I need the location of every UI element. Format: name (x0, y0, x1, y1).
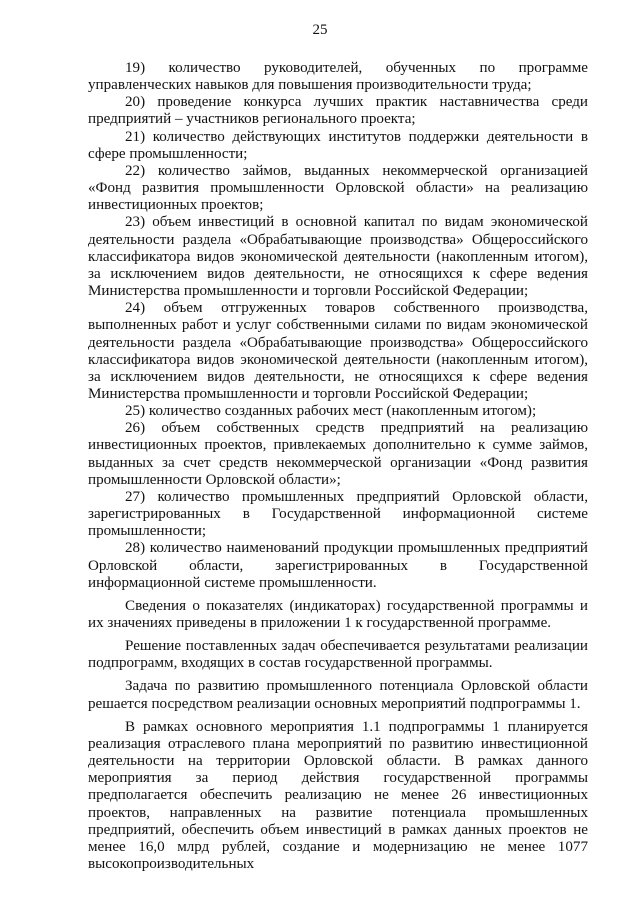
paragraph-item-27: 27) количество промышленных предприятий Орловской области, зарегистрированных в Государственной информационной системе промышленности; (88, 488, 588, 540)
document-body (88, 60, 588, 873)
paragraph-item-28: 28) количество наименований продукции промышленных предприятий Орловской области, зарегистрированных в Государственной информационной системе промышленности. (88, 540, 588, 591)
paragraph-item-21: 21) количество действующих институтов поддержки деятельности в сфере промышленности; (88, 128, 588, 162)
paragraph-industrial-potential: Задача по развитию промышленного потенциала Орловской области решается посредством реализации основных мероприятий подпрограммы 1. (88, 678, 588, 712)
paragraph-item-22: 22) количество займов, выданных некоммерческой организацией «Фонд развития промышленности Орловской области» на реализацию инвестиционных проектов; (88, 162, 588, 214)
paragraph-item-23: 23) объем инвестиций в основной капитал по видам экономической деятельности раздела «Обрабатывающие производства» Общероссийского классификатора видов экономической деятельности (накопленным итогом), за исключением видов деятельности, не относящихся к сфере ведения Министерства промышленности и торговли Российской Федерации; (88, 214, 588, 300)
paragraph-main-measure-1-1: В рамках основного мероприятия 1.1 подпрограммы 1 планируется реализация отраслевого плана мероприятий по развитию инвестиционной деятельности на территории Орловской области. В рамках данного мероприятия за период действия государственной программы предполагается обеспечить реализацию не менее 26 инвестиционных проектов, направленных на развитие потенциала промышленных предприятий, обеспечить объем инвестиций в рамках данных проектов не менее 16,0 млрд рублей, создание и модернизацию не менее 1077 высокопроизводительных (88, 718, 588, 873)
paragraph-item-20: 20) проведение конкурса лучших практик наставничества среди предприятий – участников регионального проекта; (88, 94, 588, 128)
paragraph-tasks-solution: Решение поставленных задач обеспечивается результатами реализации подпрограмм, входящих в состав государственной программы. (88, 638, 588, 672)
page-number: 25 (312, 22, 328, 38)
paragraph-indicators-info: Сведения о показателях (индикаторах) государственной программы и их значениях приведены в приложении 1 к государственной программе. (88, 597, 588, 631)
paragraph-item-24: 24) объем отгруженных товаров собственного производства, выполненных работ и услуг собственными силами по видам экономической деятельности раздела «Обрабатывающие производства» Общероссийского классификатора видов экономической деятельности (накопленным итогом), за исключением видов деятельности, не относящихся к сфере ведения Министерства промышленности и торговли Российской Федерации; (88, 300, 588, 402)
paragraph-item-25: 25) количество созданных рабочих мест (накопленным итогом); (125, 403, 537, 420)
paragraph-item-19: 19) количество руководителей, обученных по программе управленческих навыков для повышения производительности труда; (88, 60, 588, 94)
paragraph-item-26: 26) объем собственных средств предприятий на реализацию инвестиционных проектов, привлекаемых дополнительно к сумме займов, выданных за счет средств некоммерческой организации «Фонд развития промышленности Орловской области»; (88, 420, 588, 488)
